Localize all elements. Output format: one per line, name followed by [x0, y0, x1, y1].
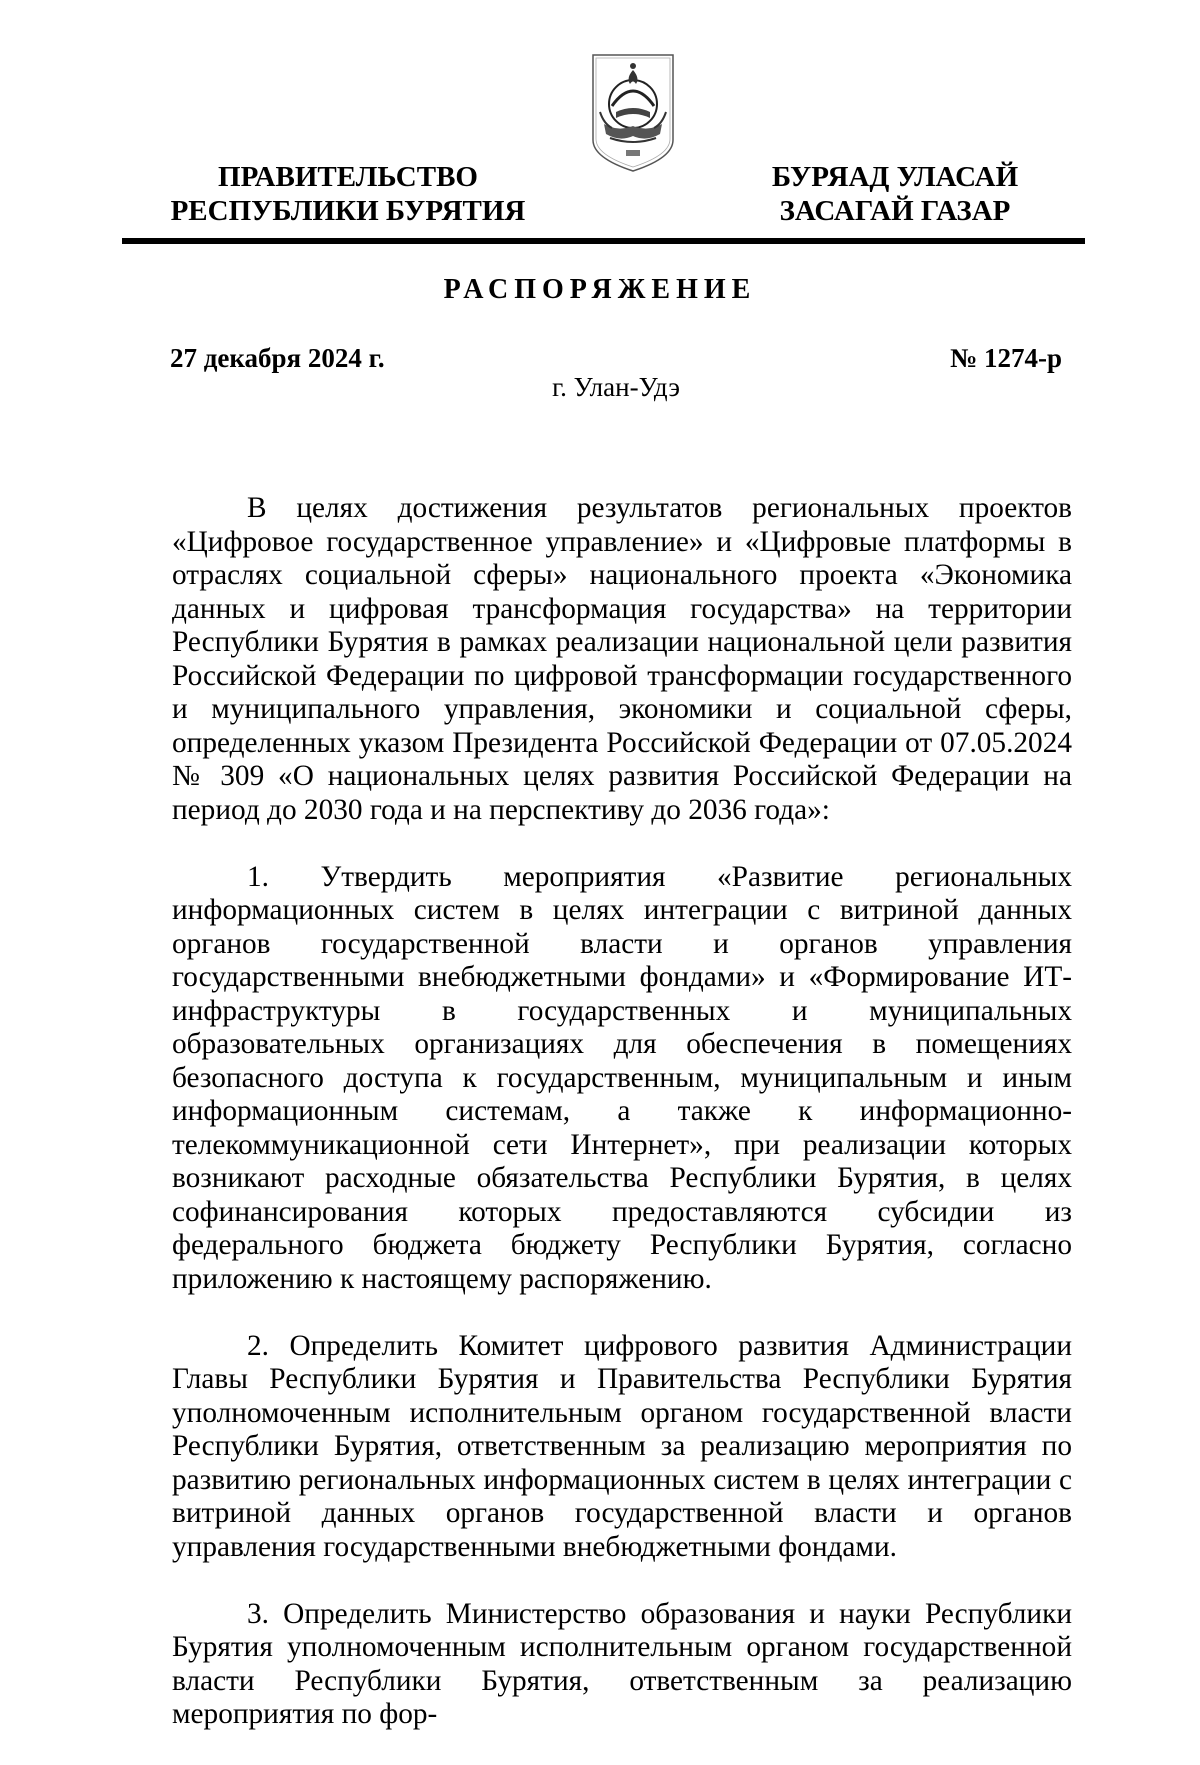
header-divider [122, 238, 1085, 244]
item-3-paragraph: 3. Определить Министерство образования и науки Республики Бурятия уполномоченным исполнительным органом государственной власти Республики Бурятия, ответственным за реализацию мероприятия по фор- [172, 1597, 1072, 1730]
header-left-line2: РЕСПУБЛИКИ БУРЯТИЯ [170, 195, 526, 227]
document-date: 27 декабря 2024 г. [170, 343, 385, 373]
government-name-russian [168, 160, 528, 228]
document-number: № 1274-р [950, 343, 1062, 373]
government-name-buryat [745, 160, 1045, 228]
header-right-line2: ЗАСАГАЙ ГАЗАР [779, 195, 1011, 227]
header-right-line1: БУРЯАД УЛАСАЙ [771, 161, 1019, 193]
document-title: РАСПОРЯЖЕНИЕ [443, 274, 757, 305]
document-city: г. Улан-Удэ [552, 372, 680, 402]
coat-of-arms-icon [590, 52, 676, 174]
header-left-line1: ПРАВИТЕЛЬСТВО [218, 161, 478, 193]
item-1-paragraph: 1. Утвердить мероприятия «Развитие региональных информационных систем в целях интеграции с витриной данных органов государственной власти и органов управления государственными внебюджетными фондами» и «Формирование ИТ-инфраструктуры в государственных и муниципальных образовательных организациях для обеспечения в помещениях безопасного доступа к государственным, муниципальным и иным информационным системам, а также к информационно-телекоммуникационной сети Интернет», при реализации которых возникают расходные обязательства Республики Бурятия, в целях софинансирования которых предоставляются субсидии из федерального бюджета бюджету Республики Бурятия, согласно приложению к настоящему распоряжению. [172, 860, 1072, 1295]
document-body [172, 492, 1072, 1765]
preamble-paragraph: В целях достижения результатов региональных проектов «Цифровое государственное управление» и «Цифровые платформы в отраслях социальной сферы» национального проекта «Экономика данных и цифровая трансформация государства» на территории Республики Бурятия в рамках реализации национальной цели развития Российской Федерации по цифровой трансформации государственного и муниципального управления, экономики и социальной сферы, определенных указом Президента Российской Федерации от 07.05.2024 № 309 «О национальных целях развития Российской Федерации на период до 2030 года и на перспективу до 2036 года»: [172, 492, 1072, 826]
item-2-paragraph: 2. Определить Комитет цифрового развития Администрации Главы Республики Бурятия и Правительства Республики Бурятия уполномоченным исполнительным органом государственной власти Республики Бурятия, ответственным за реализацию мероприятия по развитию региональных информационных систем в целях интеграции с витриной данных органов государственной власти и органов управления государственными внебюджетными фондами. [172, 1329, 1072, 1563]
